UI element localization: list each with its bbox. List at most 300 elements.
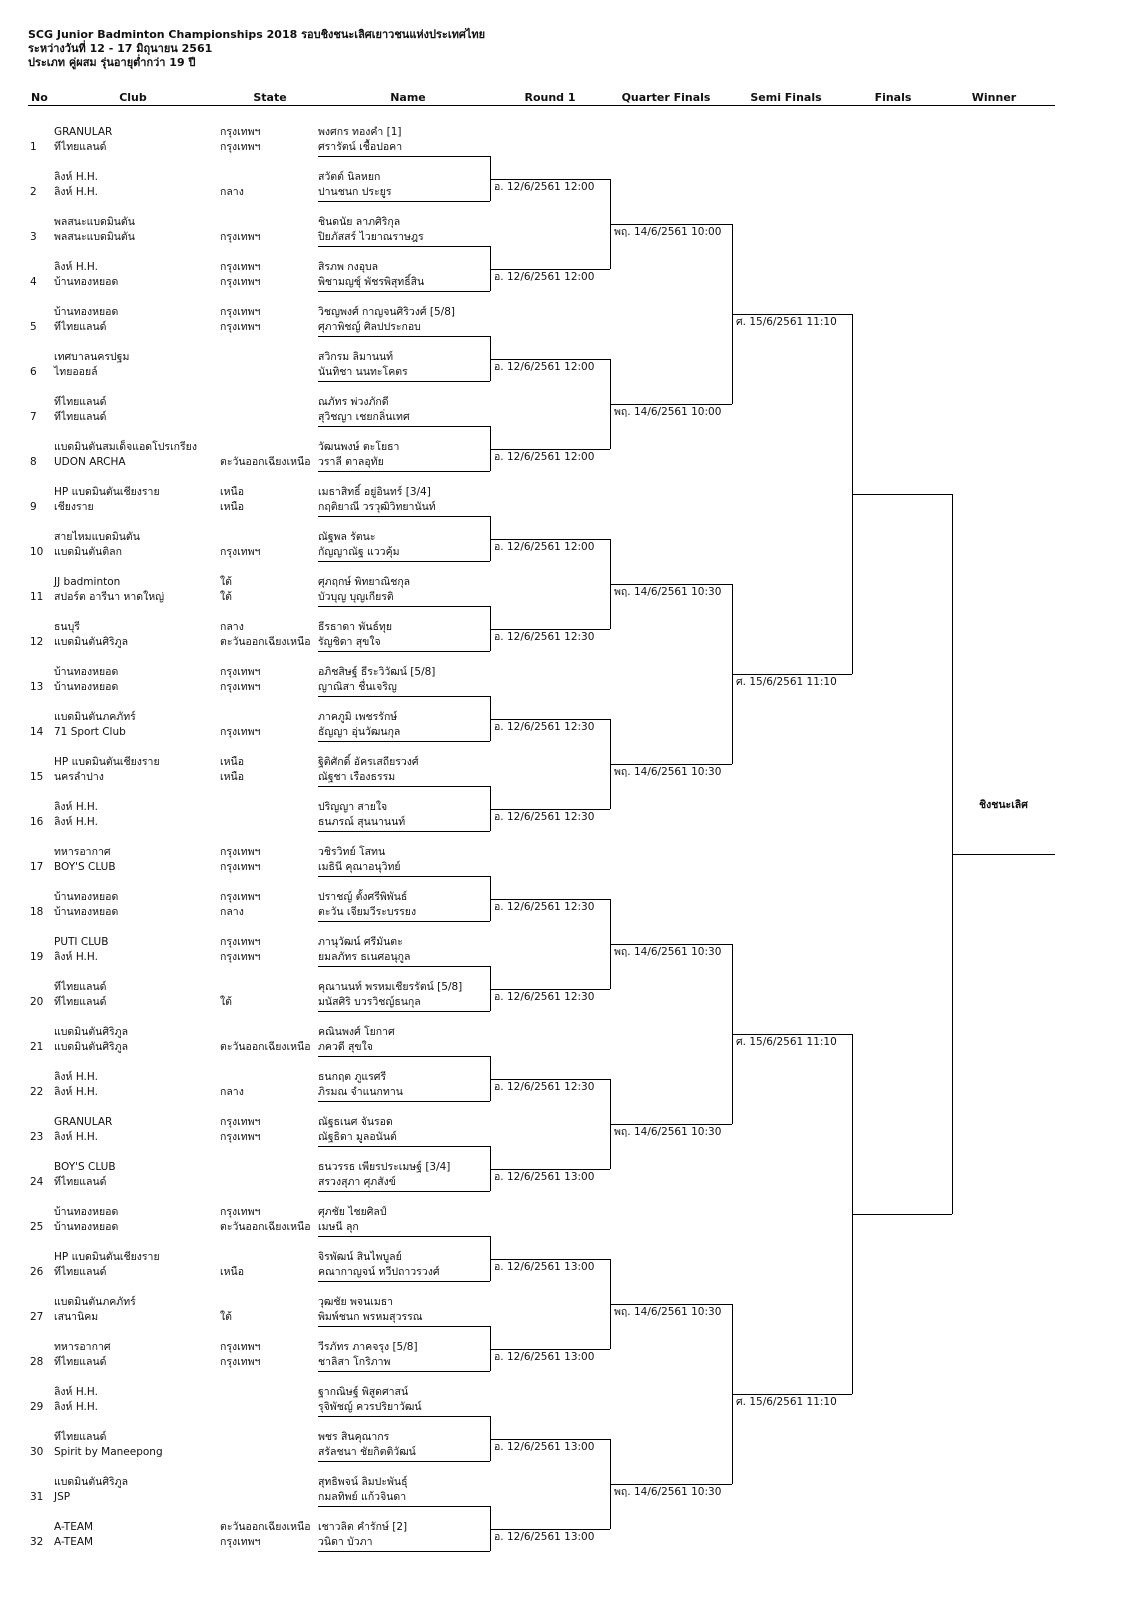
entry-club-1: PUTI CLUB bbox=[54, 936, 109, 948]
entry-state-1: กรุงเทพฯ bbox=[220, 1206, 261, 1218]
entry-player-2: บัวบุญ บุญเกียรติ bbox=[318, 591, 394, 603]
entry-number: 28 bbox=[30, 1356, 44, 1368]
entry-line bbox=[318, 426, 490, 427]
entry-number: 10 bbox=[30, 546, 44, 558]
round1-schedule: อ. 12/6/2561 12:00 bbox=[494, 540, 595, 553]
entry-line bbox=[318, 651, 490, 652]
entry-club-1: A-TEAM bbox=[54, 1521, 94, 1533]
entry-state-2: กรุงเทพฯ bbox=[220, 951, 261, 963]
entry-player-1: ปราชญ์ ตั้งศรีพิพันธ์ bbox=[318, 891, 408, 903]
entry-player-2: กัญญาณัฐ แววคุ้ม bbox=[318, 546, 400, 558]
entry-player-2: สรัลชนา ชัยกิตติวัฒน์ bbox=[318, 1446, 416, 1458]
entry-number: 24 bbox=[30, 1176, 44, 1188]
entry-club-2: เสนานิคม bbox=[54, 1311, 99, 1323]
entry-state-2: เหนือ bbox=[220, 501, 244, 513]
entry-state-2: ตะวันออกเฉียงเหนือ bbox=[220, 1221, 311, 1233]
entry-state-1: ใต้ bbox=[220, 576, 232, 588]
entry-number: 3 bbox=[30, 231, 37, 243]
entry-club-1: HP แบดมินตันเชียงราย bbox=[54, 486, 160, 498]
entry-line bbox=[318, 1191, 490, 1192]
entry-club-2: ทีไทยแลนด์ bbox=[54, 411, 107, 423]
col-header-finals: Finals bbox=[874, 91, 912, 104]
round1-line bbox=[490, 719, 610, 720]
entry-club-2: ทีไทยแลนด์ bbox=[54, 1176, 107, 1188]
entry-club-1: ทีไทยแลนด์ bbox=[54, 1431, 107, 1443]
entry-club-2: แบดมินตันติลก bbox=[54, 546, 122, 558]
entry-line bbox=[318, 1371, 490, 1372]
entry-player-2: กมลทิพย์ แก้วจินดา bbox=[318, 1491, 407, 1503]
entry-club-2: ทีไทยแลนด์ bbox=[54, 1266, 107, 1278]
sf-line bbox=[732, 1394, 852, 1395]
entry-club-1: ทหารอากาศ bbox=[54, 1341, 111, 1353]
entry-player-1: ธนวรรธ เพียรประเมษฐ์ [3/4] bbox=[318, 1161, 451, 1173]
entry-player-2: ศุภาพิชญ์ ศิลปประกอบ bbox=[318, 321, 421, 333]
entry-player-2: พิชามญชุ์ พัชรพิสุทธิ์สิน bbox=[318, 276, 425, 288]
entry-club-1: ทีไทยแลนด์ bbox=[54, 396, 107, 408]
entry-state-2: เหนือ bbox=[220, 771, 244, 783]
entry-club-2: บ้านทองหยอด bbox=[54, 1221, 119, 1233]
round1-schedule: อ. 12/6/2561 12:30 bbox=[494, 900, 595, 913]
entry-player-1: สุทธิพจน์ ลิมปะพันธุ์ bbox=[318, 1476, 408, 1488]
entry-state-1: กรุงเทพฯ bbox=[220, 306, 261, 318]
entry-club-1: ทหารอากาศ bbox=[54, 846, 111, 858]
entry-club-1: ลิงห์ H.H. bbox=[54, 171, 98, 183]
entry-player-1: พชร สินคุณากร bbox=[318, 1431, 390, 1443]
round1-line bbox=[490, 1259, 610, 1260]
entry-club-2: แบดมินตันศิริภูล bbox=[54, 636, 129, 648]
entry-number: 17 bbox=[30, 861, 44, 873]
entry-club-2: ลิงห์ H.H. bbox=[54, 1401, 98, 1413]
entry-player-2: สรวงสุภา ศุภสังข์ bbox=[318, 1176, 396, 1188]
entry-club-1: HP แบดมินตันเชียงราย bbox=[54, 1251, 160, 1263]
entry-club-2: นครลำปาง bbox=[54, 771, 104, 783]
entry-player-2: มนัสศิริ บวรวิชญ์ธนกุล bbox=[318, 996, 421, 1008]
qf-schedule: พฤ. 14/6/2561 10:30 bbox=[614, 945, 722, 958]
header-dates: ระหว่างวันที่ 12 - 17 มิถุนายน 2561 bbox=[28, 42, 213, 55]
round1-schedule: อ. 12/6/2561 12:00 bbox=[494, 180, 595, 193]
round1-line bbox=[490, 1349, 610, 1350]
entry-number: 20 bbox=[30, 996, 44, 1008]
entry-state-1: เหนือ bbox=[220, 486, 244, 498]
entry-line bbox=[318, 471, 490, 472]
entry-line bbox=[318, 1416, 490, 1417]
entry-club-2: ลิงห์ H.H. bbox=[54, 1086, 98, 1098]
entry-player-1: ภาคภูมิ เพชรรักษ์ bbox=[318, 711, 398, 723]
sf-schedule: ศ. 15/6/2561 11:10 bbox=[736, 675, 837, 688]
entry-player-1: สวิกรม ลิมานนท์ bbox=[318, 351, 394, 363]
entry-player-2: ปานชนก ประยูร bbox=[318, 186, 392, 198]
entry-club-2: เชียงราย bbox=[54, 501, 94, 513]
entry-player-1: วัฒนพงษ์ ตะโยธา bbox=[318, 441, 400, 453]
entry-player-1: ธีรธาดา พันธ์ทุย bbox=[318, 621, 392, 633]
qf-schedule: พฤ. 14/6/2561 10:30 bbox=[614, 765, 722, 778]
entry-club-2: สปอร์ต อารีนา หาดใหญ่ bbox=[54, 591, 165, 603]
sf-schedule: ศ. 15/6/2561 11:10 bbox=[736, 315, 837, 328]
entry-state-2: กรุงเทพฯ bbox=[220, 276, 261, 288]
entry-line bbox=[318, 1236, 490, 1237]
round1-schedule: อ. 12/6/2561 12:30 bbox=[494, 990, 595, 1003]
round1-schedule: อ. 12/6/2561 13:00 bbox=[494, 1170, 595, 1183]
qf-schedule: พฤ. 14/6/2561 10:00 bbox=[614, 405, 722, 418]
qf-line bbox=[610, 584, 732, 585]
entry-number: 23 bbox=[30, 1131, 44, 1143]
qf-schedule: พฤ. 14/6/2561 10:30 bbox=[614, 1305, 722, 1318]
qf-schedule: พฤ. 14/6/2561 10:30 bbox=[614, 1485, 722, 1498]
entry-state-2: กรุงเทพฯ bbox=[220, 546, 261, 558]
entry-player-1: ศุภชัย ไชยศิลป์ bbox=[318, 1206, 387, 1218]
entry-player-1: เชาวลิต คำรักษ์ [2] bbox=[318, 1521, 408, 1533]
entry-player-1: ปริญญา สายใจ bbox=[318, 801, 388, 813]
round1-line bbox=[490, 1439, 610, 1440]
entry-state-2: ใต้ bbox=[220, 591, 232, 603]
entry-club-1: แบดมินตันภคภัทร์ bbox=[54, 1296, 136, 1308]
round1-schedule: อ. 12/6/2561 12:00 bbox=[494, 450, 595, 463]
sf-line bbox=[732, 314, 852, 315]
entry-line bbox=[318, 1506, 490, 1507]
entry-club-2: ทีไทยแลนด์ bbox=[54, 1356, 107, 1368]
entry-player-2: คณากาญจน์ ทวีปถาวรวงศ์ bbox=[318, 1266, 440, 1278]
entry-number: 5 bbox=[30, 321, 37, 333]
entry-club-1: แบดมินตันศิริภูล bbox=[54, 1026, 129, 1038]
entry-club-1: พลสนะแบดมินตัน bbox=[54, 216, 135, 228]
round1-line bbox=[490, 269, 610, 270]
entry-player-1: วชิรวิทย์ โสทน bbox=[318, 846, 386, 858]
sf-schedule: ศ. 15/6/2561 11:10 bbox=[736, 1395, 837, 1408]
entry-line bbox=[318, 1461, 490, 1462]
entry-state-2: กรุงเทพฯ bbox=[220, 681, 261, 693]
entry-line bbox=[318, 1056, 490, 1057]
entry-player-2: ชาลิสา โกริภาพ bbox=[318, 1356, 391, 1368]
entry-player-2: ภิรมณ จำแนกทาน bbox=[318, 1086, 403, 1098]
entry-number: 18 bbox=[30, 906, 44, 918]
entry-state-2: ใต้ bbox=[220, 1311, 232, 1323]
entry-player-2: ธัญญา อุ่นวัฒนกุล bbox=[318, 726, 401, 738]
qf-line bbox=[610, 1304, 732, 1305]
entry-state-2: กลาง bbox=[220, 906, 244, 918]
entry-number: 13 bbox=[30, 681, 44, 693]
entry-state-1: กรุงเทพฯ bbox=[220, 846, 261, 858]
entry-state-1: กรุงเทพฯ bbox=[220, 126, 261, 138]
entry-player-2: ณัฐธิดา มูลอนันต์ bbox=[318, 1131, 397, 1143]
entry-line bbox=[318, 291, 490, 292]
entry-club-1: BOY'S CLUB bbox=[54, 1161, 116, 1173]
header-category: ประเภท คู่ผสม รุ่นอายุต่ำกว่า 19 ปี bbox=[28, 56, 196, 69]
entry-number: 4 bbox=[30, 276, 37, 288]
entry-club-2: BOY'S CLUB bbox=[54, 861, 116, 873]
entry-number: 8 bbox=[30, 456, 37, 468]
entry-club-2: UDON ARCHA bbox=[54, 456, 126, 468]
entry-player-1: วุฒชัย พจนเมธา bbox=[318, 1296, 394, 1308]
entry-line bbox=[318, 561, 490, 562]
col-header-qf: Quarter Finals bbox=[621, 91, 711, 104]
entry-club-1: บ้านทองหยอด bbox=[54, 666, 119, 678]
entry-club-1: แบดมินตันศิริภูล bbox=[54, 1476, 129, 1488]
entry-line bbox=[318, 831, 490, 832]
entry-player-1: ณัฐพล รัตนะ bbox=[318, 531, 376, 543]
entry-player-2: เมธินี คุณาอนุวิทย์ bbox=[318, 861, 401, 873]
entry-player-2: ภควดี สุขใจ bbox=[318, 1041, 373, 1053]
entry-player-1: ณภัทร พ่วงภักดี bbox=[318, 396, 389, 408]
entry-club-1: JJ badminton bbox=[54, 576, 121, 588]
entry-state-2: ตะวันออกเฉียงเหนือ bbox=[220, 1041, 311, 1053]
entry-state-1: ตะวันออกเฉียงเหนือ bbox=[220, 1521, 311, 1533]
entry-number: 19 bbox=[30, 951, 44, 963]
entry-player-1: ธนกฤต ภูแรศรี bbox=[318, 1071, 387, 1083]
entry-player-1: วิชญพงศ์ กาญจนศิริวงศ์ [5/8] bbox=[318, 306, 455, 318]
entry-club-2: A-TEAM bbox=[54, 1536, 94, 1548]
entry-number: 21 bbox=[30, 1041, 44, 1053]
entry-club-2: ไทยออยล์ bbox=[54, 366, 98, 378]
round1-schedule: อ. 12/6/2561 12:30 bbox=[494, 1080, 595, 1093]
entry-player-1: สิรภพ กงอุบล bbox=[318, 261, 379, 273]
entry-state-2: เหนือ bbox=[220, 1266, 244, 1278]
qf-line bbox=[610, 1124, 732, 1125]
winner-line bbox=[952, 854, 1055, 855]
entry-club-1: แบดมินตันสมเด็จแอดโปรเกรียง bbox=[54, 441, 197, 453]
entry-number: 12 bbox=[30, 636, 44, 648]
entry-club-1: ลิงห์ H.H. bbox=[54, 261, 98, 273]
entry-club-2: 71 Sport Club bbox=[54, 726, 126, 738]
entry-number: 29 bbox=[30, 1401, 44, 1413]
entry-club-2: ทีไทยแลนด์ bbox=[54, 996, 107, 1008]
entry-club-1: ลิงห์ H.H. bbox=[54, 1386, 98, 1398]
round1-line bbox=[490, 809, 610, 810]
entry-player-1: จิรพัฒน์ สินไพบูลย์ bbox=[318, 1251, 402, 1263]
round1-line bbox=[490, 989, 610, 990]
entry-state-1: กรุงเทพฯ bbox=[220, 261, 261, 273]
entry-state-2: กรุงเทพฯ bbox=[220, 141, 261, 153]
entry-club-1: บ้านทองหยอด bbox=[54, 1206, 119, 1218]
entry-line bbox=[318, 1146, 490, 1147]
round1-line bbox=[490, 1079, 610, 1080]
entry-club-1: GRANULAR bbox=[54, 1116, 113, 1128]
round1-line bbox=[490, 359, 610, 360]
col-header-round1: Round 1 bbox=[524, 91, 576, 104]
qf-line bbox=[610, 764, 732, 765]
entry-line bbox=[318, 1101, 490, 1102]
entry-player-1: ณัฐธเนศ จันรอด bbox=[318, 1116, 393, 1128]
round1-schedule: อ. 12/6/2561 13:00 bbox=[494, 1440, 595, 1453]
entry-line bbox=[318, 516, 490, 517]
entry-state-2: ตะวันออกเฉียงเหนือ bbox=[220, 456, 311, 468]
entry-number: 11 bbox=[30, 591, 44, 603]
entry-player-1: อภิชสิษฐ์ ธีระวิวัฒน์ [5/8] bbox=[318, 666, 436, 678]
entry-club-2: JSP bbox=[54, 1491, 71, 1503]
entry-state-2: ตะวันออกเฉียงเหนือ bbox=[220, 636, 311, 648]
entry-line bbox=[318, 876, 490, 877]
entry-player-2: รุจิพัชญ์ ควรปริยาวัฒน์ bbox=[318, 1401, 422, 1413]
entry-state-2: กรุงเทพฯ bbox=[220, 1356, 261, 1368]
entry-number: 9 bbox=[30, 501, 37, 513]
entry-line bbox=[318, 1326, 490, 1327]
entry-player-2: รัญชิดา สุขใจ bbox=[318, 636, 381, 648]
entry-state-2: กลาง bbox=[220, 186, 244, 198]
entry-state-2: กรุงเทพฯ bbox=[220, 1131, 261, 1143]
round1-schedule: อ. 12/6/2561 12:00 bbox=[494, 270, 595, 283]
entry-state-1: เหนือ bbox=[220, 756, 244, 768]
entry-number: 6 bbox=[30, 366, 37, 378]
entry-number: 30 bbox=[30, 1446, 44, 1458]
entry-player-1: ศุภฤกษ์ พิทยาณิชกุล bbox=[318, 576, 411, 588]
round1-schedule: อ. 12/6/2561 13:00 bbox=[494, 1530, 595, 1543]
entry-club-1: ลิงห์ H.H. bbox=[54, 1071, 98, 1083]
entry-club-2: บ้านทองหยอด bbox=[54, 906, 119, 918]
entry-player-1: ภานุวัฒน์ ศรีมันตะ bbox=[318, 936, 403, 948]
entry-line bbox=[318, 921, 490, 922]
entry-number: 26 bbox=[30, 1266, 44, 1278]
col-header-sf: Semi Finals bbox=[750, 91, 822, 104]
entry-player-2: วนิดา บัวภา bbox=[318, 1536, 373, 1548]
entry-player-2: กฤติยาณี วรวุฒิวิทยานันท์ bbox=[318, 501, 436, 513]
entry-number: 32 bbox=[30, 1536, 44, 1548]
entry-line bbox=[318, 1551, 490, 1552]
entry-line bbox=[318, 786, 490, 787]
entry-number: 16 bbox=[30, 816, 44, 828]
entry-club-1: HP แบดมินตันเชียงราย bbox=[54, 756, 160, 768]
round1-line bbox=[490, 1169, 610, 1170]
round1-schedule: อ. 12/6/2561 12:30 bbox=[494, 720, 595, 733]
round1-line bbox=[490, 179, 610, 180]
entry-state-2: กรุงเทพฯ bbox=[220, 726, 261, 738]
col-header-club: Club bbox=[119, 91, 147, 104]
qf-line bbox=[610, 944, 732, 945]
sf-line bbox=[732, 1034, 852, 1035]
header-title: SCG Junior Badminton Championships 2018 รอบชิงชนะเลิศเยาวชนแห่งประเทศไทย bbox=[28, 28, 486, 41]
col-header-no: No bbox=[31, 91, 48, 104]
entry-player-2: ธนภรณ์ สุนนานนท์ bbox=[318, 816, 406, 828]
round1-schedule: อ. 12/6/2561 13:00 bbox=[494, 1260, 595, 1273]
entry-player-2: เมษนี ลุก bbox=[318, 1221, 359, 1233]
entry-club-1: ทีไทยแลนด์ bbox=[54, 981, 107, 993]
entry-player-1: คณินพงศ์ โยกาศ bbox=[318, 1026, 395, 1038]
entry-player-2: ตะวัน เจียมวีระบรรยง bbox=[318, 906, 417, 918]
entry-number: 1 bbox=[30, 141, 37, 153]
entry-state-1: กรุงเทพฯ bbox=[220, 1116, 261, 1128]
entry-line bbox=[318, 156, 490, 157]
entry-number: 31 bbox=[30, 1491, 44, 1503]
entry-club-2: แบดมินตันศิริภูล bbox=[54, 1041, 129, 1053]
entry-state-2: กรุงเทพฯ bbox=[220, 861, 261, 873]
entry-number: 14 bbox=[30, 726, 44, 738]
qf-schedule: พฤ. 14/6/2561 10:30 bbox=[614, 585, 722, 598]
qf-line bbox=[610, 404, 732, 405]
round1-line bbox=[490, 1529, 610, 1530]
entry-player-2: ศรารัตน์ เชื้อปอคา bbox=[318, 141, 403, 153]
round1-line bbox=[490, 449, 610, 450]
entry-line bbox=[318, 381, 490, 382]
entry-state-2: กรุงเทพฯ bbox=[220, 231, 261, 243]
entry-club-2: Spirit by Maneepong bbox=[54, 1446, 163, 1458]
entry-club-1: บ้านทองหยอด bbox=[54, 891, 119, 903]
sf-line bbox=[732, 674, 852, 675]
entry-line bbox=[318, 966, 490, 967]
entry-line bbox=[318, 246, 490, 247]
entry-line bbox=[318, 336, 490, 337]
entry-club-1: แบดมินตันภคภัทร์ bbox=[54, 711, 136, 723]
entry-state-1: กลาง bbox=[220, 621, 244, 633]
entry-club-1: ลิงห์ H.H. bbox=[54, 801, 98, 813]
entry-club-1: GRANULAR bbox=[54, 126, 113, 138]
entry-player-1: คุณานนท์ พรหมเชียรรัตน์ [5/8] bbox=[318, 981, 463, 993]
entry-player-2: พิมพ์ชนก พรหมสุวรรณ bbox=[318, 1311, 423, 1323]
entry-line bbox=[318, 696, 490, 697]
entry-player-1: ฐากณิษฐ์ พิสูดศาสน์ bbox=[318, 1386, 409, 1398]
sf-schedule: ศ. 15/6/2561 11:10 bbox=[736, 1035, 837, 1048]
entry-state-1: กรุงเทพฯ bbox=[220, 891, 261, 903]
entry-state-2: กรุงเทพฯ bbox=[220, 1536, 261, 1548]
entry-player-1: ฐิติศักดิ์ อัครเสถียรวงศ์ bbox=[318, 756, 419, 768]
entry-player-1: ชินดนัย ลาภศิริกุล bbox=[318, 216, 401, 228]
entry-player-2: ญาณิสา ชื่นเจริญ bbox=[318, 681, 397, 693]
entry-line bbox=[318, 1281, 490, 1282]
winner-label: ชิงชนะเลิศ bbox=[979, 798, 1028, 811]
qf-line bbox=[610, 1484, 732, 1485]
entry-state-1: กรุงเทพฯ bbox=[220, 1341, 261, 1353]
entry-player-1: เมธาสิทธิ์ อยู่อินทร์ [3/4] bbox=[318, 486, 431, 498]
entry-state-2: กรุงเทพฯ bbox=[220, 321, 261, 333]
entry-club-1: ธนบุรี bbox=[54, 621, 80, 633]
round1-line bbox=[490, 629, 610, 630]
qf-schedule: พฤ. 14/6/2561 10:30 bbox=[614, 1125, 722, 1138]
qf-line bbox=[610, 224, 732, 225]
entry-club-2: ลิงห์ H.H. bbox=[54, 951, 98, 963]
entry-state-2: กลาง bbox=[220, 1086, 244, 1098]
round1-schedule: อ. 12/6/2561 12:30 bbox=[494, 630, 595, 643]
round1-line bbox=[490, 899, 610, 900]
entry-number: 15 bbox=[30, 771, 44, 783]
entry-club-2: ทีไทยแลนด์ bbox=[54, 321, 107, 333]
entry-number: 27 bbox=[30, 1311, 44, 1323]
finals-line bbox=[852, 494, 952, 495]
entry-line bbox=[318, 1011, 490, 1012]
entry-state-1: กรุงเทพฯ bbox=[220, 936, 261, 948]
entry-line bbox=[318, 606, 490, 607]
entry-club-2: ลิงห์ H.H. bbox=[54, 1131, 98, 1143]
entry-player-2: วราลี ตาลอุทัย bbox=[318, 456, 384, 468]
entry-player-2: ณัฐชา เรืองธรรม bbox=[318, 771, 396, 783]
col-header-name: Name bbox=[390, 91, 426, 104]
round1-line bbox=[490, 539, 610, 540]
col-header-state: State bbox=[253, 91, 287, 104]
qf-schedule: พฤ. 14/6/2561 10:00 bbox=[614, 225, 722, 238]
entry-player-2: ปิยภัสสร์ ไวยาณราษฎร bbox=[318, 231, 424, 243]
entry-state-1: กรุงเทพฯ bbox=[220, 666, 261, 678]
round1-schedule: อ. 12/6/2561 12:30 bbox=[494, 810, 595, 823]
entry-player-2: ยมลภัทร ธเนศอนุกูล bbox=[318, 951, 411, 963]
entry-club-2: บ้านทองหยอด bbox=[54, 681, 119, 693]
entry-number: 22 bbox=[30, 1086, 44, 1098]
entry-state-2: ใต้ bbox=[220, 996, 232, 1008]
entry-number: 25 bbox=[30, 1221, 44, 1233]
entry-club-2: พลสนะแบดมินตัน bbox=[54, 231, 135, 243]
entry-club-1: สายไหมแบดมินตัน bbox=[54, 531, 140, 543]
entry-player-2: นันทิชา นนทะโคตร bbox=[318, 366, 408, 378]
finals-line bbox=[852, 1214, 952, 1215]
col-header-winner: Winner bbox=[971, 91, 1017, 104]
entry-player-1: วีรภัทร ภาคจรุง [5/8] bbox=[318, 1341, 418, 1353]
entry-player-2: สุวิชญา เชยกลิ่นเทศ bbox=[318, 411, 410, 423]
entry-player-1: สวัตต์ นิลหยก bbox=[318, 171, 381, 183]
entry-club-1: บ้านทองหยอด bbox=[54, 306, 119, 318]
entry-number: 7 bbox=[30, 411, 37, 423]
entry-number: 2 bbox=[30, 186, 37, 198]
entry-line bbox=[318, 741, 490, 742]
entry-club-2: ทีไทยแลนด์ bbox=[54, 141, 107, 153]
entry-club-2: ลิงห์ H.H. bbox=[54, 186, 98, 198]
entry-line bbox=[318, 201, 490, 202]
entry-club-2: ลิงห์ H.H. bbox=[54, 816, 98, 828]
entry-club-2: บ้านทองหยอด bbox=[54, 276, 119, 288]
